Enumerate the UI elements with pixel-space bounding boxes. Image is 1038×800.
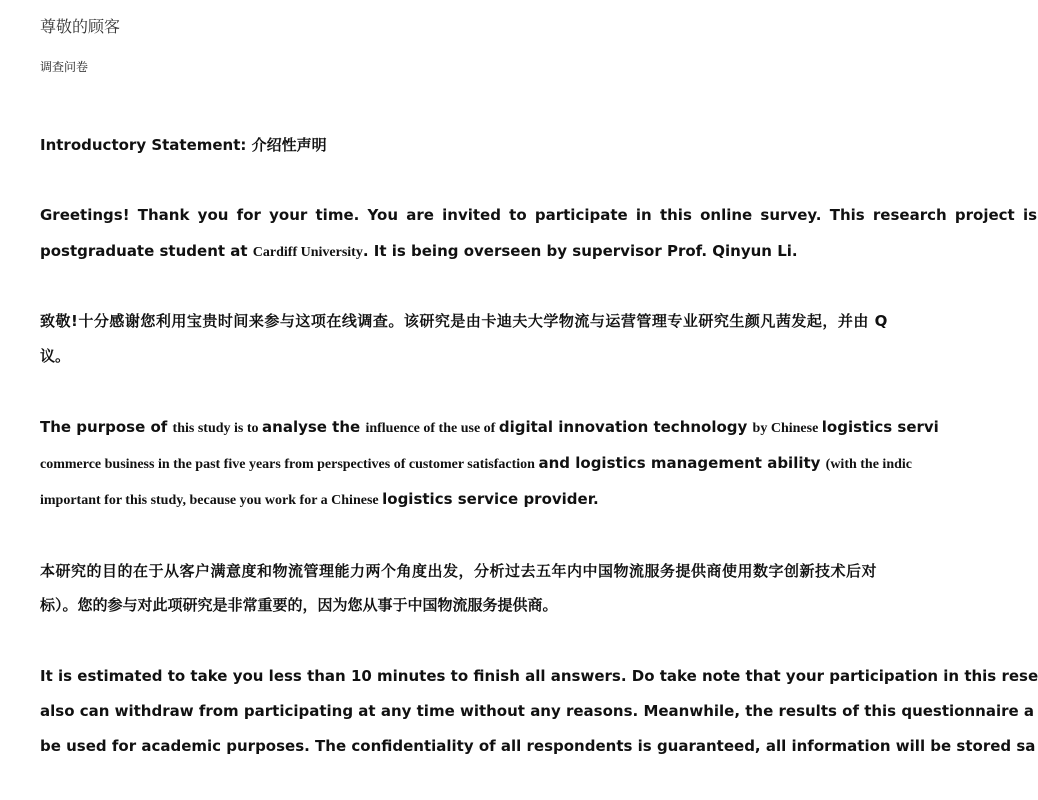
purpose-zh-line-2: 标）。您的参与对此项研究是非常重要的，因为您从事于中国物流服务提供商。 [40, 596, 558, 614]
purpose-text: digital innovation technology [498, 418, 753, 436]
purpose-text: commerce business in the past five years from perspectives of customer satisfaction [40, 457, 539, 472]
document-page [40, 0, 1038, 800]
greeting-en-line-2 [40, 240, 798, 264]
intro-heading: Introductory Statement: 介绍性声明 [40, 136, 327, 154]
greeting-zh-line-1: 致敬!十分感谢您利用宝贵时间来参与这项在线调查。该研究是由卡迪夫大学物流与运营管理专业研究生颜凡茜发起，并由 Q [40, 312, 888, 330]
greeting-zh-line-2: 议。 [40, 347, 71, 365]
purpose-zh-line-1: 本研究的目的在于从客户满意度和物流管理能力两个角度出发，分析过去五年内中国物流服务提供商使用数字创新技术后对 [40, 562, 878, 580]
purpose-text: . [592, 490, 599, 508]
survey-subtitle: 调查问卷 [40, 60, 89, 74]
purpose-text: logistics servi [821, 418, 939, 436]
purpose-en-line-1 [40, 416, 939, 440]
estimate-en-line-2: also can withdraw from participating at any time without any reasons. Meanwhile, the results of this questionnaire a [40, 702, 1035, 720]
greeting-en-line-1: Greetings! Thank you for your time. You are invited to participate in this online survey. This research project is [40, 206, 1038, 224]
purpose-text: this study is to [172, 421, 263, 436]
estimate-en-line-3: be used for academic purposes. The confidentiality of all respondents is guaranteed, all information will be stored sa [40, 737, 1036, 755]
purpose-text: important for this study, because you work for a Chinese [40, 493, 383, 508]
estimate-en-line-1: It is estimated to take you less than 10 minutes to finish all answers. Do take note that your participation in this rese [40, 667, 1038, 685]
purpose-en-line-2 [40, 452, 912, 476]
purpose-text: influence of the use of [365, 421, 499, 436]
greeting-en-text: . It is being overseen by supervisor Prof. Qinyun Li. [362, 242, 798, 260]
purpose-text: logistics service provider [382, 490, 593, 508]
greeting-title: 尊敬的顾客 [40, 17, 121, 36]
purpose-text: by Chinese [752, 421, 822, 436]
purpose-text: (with the indic [825, 457, 912, 472]
greeting-en-text: postgraduate student at [40, 242, 253, 260]
purpose-text: The purpose of [40, 418, 173, 436]
purpose-text: analyse the [262, 418, 366, 436]
purpose-text: and logistics management ability [538, 454, 826, 472]
university-name: Cardiff University [252, 245, 363, 260]
purpose-en-line-3 [40, 488, 599, 512]
